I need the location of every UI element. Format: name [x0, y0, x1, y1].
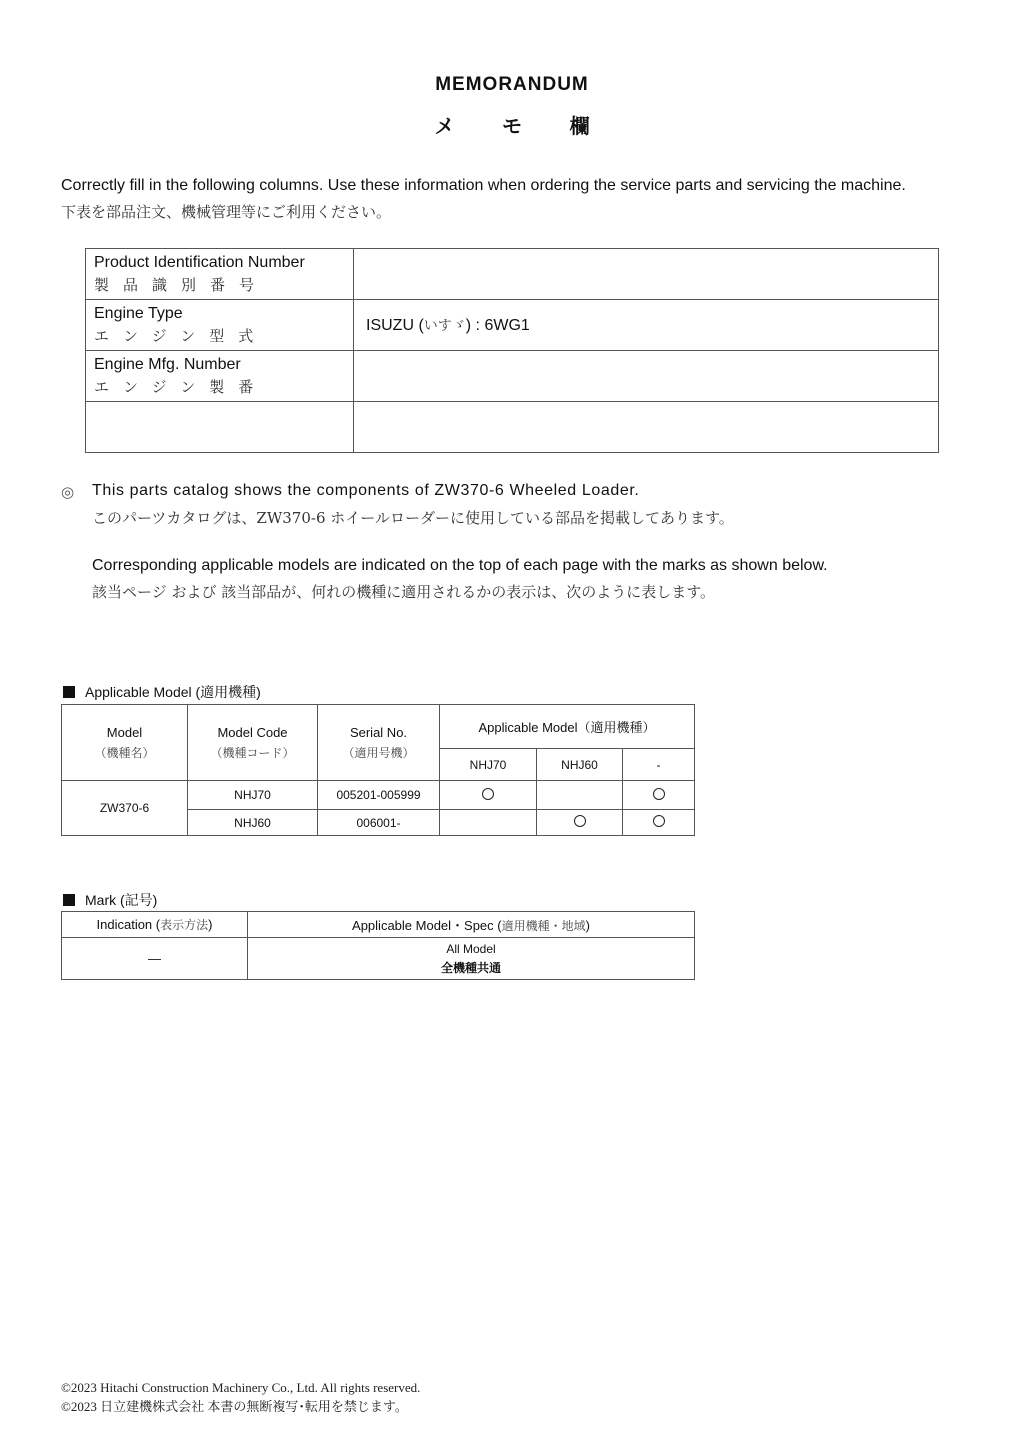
cell-model-code: NHJ70 [188, 781, 318, 810]
blank-field[interactable] [354, 402, 939, 453]
cell-spec: All Model 全機種共通 [248, 938, 695, 980]
row-label [86, 300, 354, 351]
engine-type-field[interactable] [354, 300, 939, 351]
label-jp: 製品識別番号 [94, 276, 269, 294]
intro-text-jp: 下表を部品注文、機械管理等にご利用ください。 [61, 203, 392, 221]
page-subtitle [0, 110, 1024, 139]
engine-type-jp: いすゞ [423, 318, 466, 334]
label-en: Product Identification Number [94, 254, 305, 271]
page-title: MEMORANDUM [435, 74, 589, 95]
table-row [86, 249, 939, 300]
engine-type-prefix: ISUZU ( [366, 317, 424, 334]
cell-mark [623, 810, 695, 836]
applicable-model-table [61, 704, 695, 836]
table-header-row [62, 912, 695, 938]
row-label [86, 249, 354, 300]
note-catalog-jp: このパーツカタログは、ZW370-6 ホイールローダーに使用している部品を掲載してあります。 [92, 509, 734, 527]
circle-mark-icon [653, 815, 665, 827]
subtitle-char: メ [434, 116, 455, 138]
section-heading-applicable-model [63, 682, 261, 702]
engine-mfg-number-field[interactable] [354, 351, 939, 402]
copyright-en: ©2023 Hitachi Construction Machinery Co., Ltd. All rights reserved. [61, 1380, 421, 1395]
cell-mark [440, 810, 537, 836]
section-title: Applicable Model (適用機種) [85, 684, 261, 700]
cell-mark [537, 781, 623, 810]
circle-mark-icon [574, 815, 586, 827]
cell-mark [537, 810, 623, 836]
subheader-dash: - [623, 749, 695, 781]
table-row [86, 402, 939, 453]
section-title: Mark (記号) [85, 892, 158, 908]
product-id-field[interactable] [354, 249, 939, 300]
header-model: Model （機種名） [62, 705, 188, 781]
table-row [86, 351, 939, 402]
double-circle-icon: ◎ [61, 484, 75, 501]
cell-model-code: NHJ60 [188, 810, 318, 836]
mark-table [61, 911, 695, 980]
cell-serial: 005201-005999 [318, 781, 440, 810]
header-applicable-spec: Applicable Model・Spec (適用機種・地域) [248, 912, 695, 938]
blank-label[interactable] [86, 402, 354, 453]
subtitle-char: 欄 [569, 116, 590, 138]
square-bullet-icon [63, 894, 75, 906]
subheader-nhj60: NHJ60 [537, 749, 623, 781]
table-row [86, 300, 939, 351]
square-bullet-icon [63, 686, 75, 698]
copyright-jp: ©2023 日立建機株式会社 本書の無断複写･転用を禁じます。 [61, 1399, 408, 1414]
label-jp: エンジン型式 [94, 327, 268, 345]
table-row [62, 938, 695, 980]
header-serial-no: Serial No. （適用号機） [318, 705, 440, 781]
table-header-row [62, 705, 695, 749]
subheader-nhj70: NHJ70 [440, 749, 537, 781]
row-label [86, 351, 354, 402]
label-en: Engine Mfg. Number [94, 356, 241, 373]
table-row [62, 781, 695, 810]
header-model-code: Model Code （機種コード） [188, 705, 318, 781]
intro-text-en: Correctly fill in the following columns. Use these information when ordering the service parts and servicing the machine. [61, 177, 906, 194]
circle-mark-icon [482, 788, 494, 800]
label-en: Engine Type [94, 305, 183, 322]
header-indication: Indication (表示方法) [62, 912, 248, 938]
engine-type-suffix: ) : 6WG1 [465, 317, 530, 334]
note-models-en: Corresponding applicable models are indicated on the top of each page with the marks as shown below. [92, 557, 828, 574]
note-catalog-en: This parts catalog shows the components of ZW370-6 Wheeled Loader. [92, 482, 640, 499]
subtitle-char: モ [502, 116, 522, 138]
cell-model: ZW370-6 [62, 781, 188, 836]
cell-serial: 006001- [318, 810, 440, 836]
cell-mark [440, 781, 537, 810]
identification-table [85, 248, 939, 453]
header-applicable-model: Applicable Model（適用機種） [440, 705, 695, 749]
circle-mark-icon [653, 788, 665, 800]
cell-indication: — [62, 938, 248, 980]
label-jp: エンジン製番 [94, 378, 268, 396]
note-models-jp: 該当ページ および 該当部品が、何れの機種に適用されるかの表示は、次のように表します。 [92, 583, 716, 601]
cell-mark [623, 781, 695, 810]
section-heading-mark [63, 890, 157, 910]
